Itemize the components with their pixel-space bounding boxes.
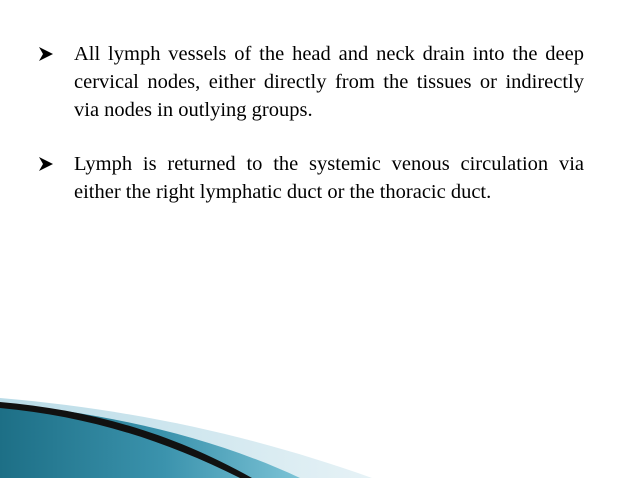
teal-swoosh <box>0 403 300 478</box>
bullet-text: All lymph vessels of the head and neck drain into the deep cervical nodes, either directly from the tissues or indirectly via nodes in outlying groups. <box>74 43 584 121</box>
bullet-text: Lymph is returned to the systemic venous circulation via either the right lymphatic duct or the thoracic duct. <box>74 153 584 203</box>
